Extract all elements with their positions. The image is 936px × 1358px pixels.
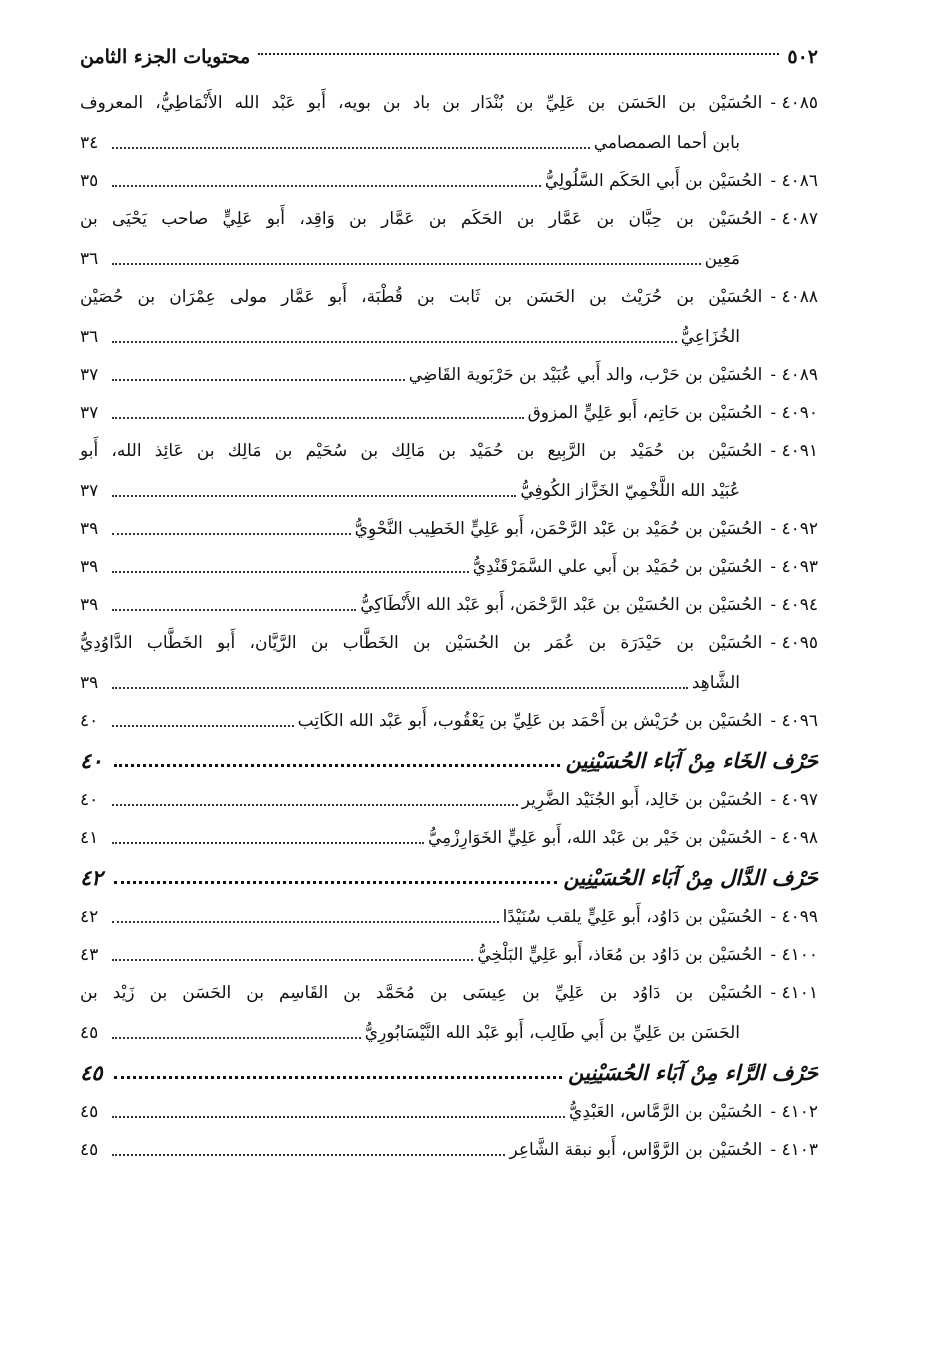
entry-title: الحُسَيْن بن حَيْدَرَة بن عُمَر بن الحُسَيْن بن الخَطَّاب بن الرَّيَّان، أَبو الخَطَّاب الدَّاوُدِيُّ: [80, 633, 763, 653]
page-number: ٥٠٢: [787, 46, 818, 68]
entry-number: ٤٠٨٨ -: [770, 287, 818, 307]
entry-number: ٤٠٩٦ -: [770, 711, 818, 731]
entry-number: ٤١٠٠ -: [770, 945, 818, 965]
entry-continuation-line: [80, 1022, 818, 1044]
entry-body: [80, 170, 762, 192]
toc-entry[interactable]: [80, 440, 818, 502]
entry-continuation-line: [80, 132, 818, 154]
entry-title: الحُسَيْن بن حُرَيْش بن أَحْمَد بن عَلِيِّ بن يَعْقُوب، أَبو عَبْد الله الكَاتِب: [297, 711, 763, 731]
section-page-number[interactable]: ٤٥: [80, 1060, 103, 1085]
entry-title: الحُسَيْن بن دَاوُد بن مُعَاذ، أَبو عَلِيٍّ البَلْخِيُّ: [477, 945, 763, 965]
entry-title-continued: الحَسَن بن عَلِيِّ بن أَبي طَالِب، أَبو عَبْد الله النَّيْسَابُورِيُّ: [364, 1023, 740, 1043]
entry-page-number[interactable]: ٤٢: [80, 907, 99, 927]
entry-title: الحُسَيْن بن أَبي الحَكَم السَّلُولِيُّ: [544, 171, 763, 191]
entry-body: [80, 944, 762, 966]
entry-title: الحُسَيْن بن حِبَّان بن عَمَّار بن الحَكَم بن عَمَّار بن وَاقِد، أَبو عَلِيٍّ صاحب يَحْيَى بن: [80, 209, 763, 229]
leader-dots: [112, 609, 356, 611]
entry-title-continued: مَعِين: [704, 249, 740, 269]
entry-title: الحُسَيْن بن الرَّمَّاس، العَبْدِيُّ: [569, 1102, 763, 1122]
entry-first-line: [80, 208, 818, 230]
entry-title-continued: الشَّاهِد: [691, 673, 740, 693]
entry-continuation-line: [80, 672, 818, 694]
section-page-number[interactable]: ٤٠: [80, 748, 103, 773]
entry-continuation-line: [80, 326, 818, 348]
leader-dots: [114, 1076, 562, 1079]
toc-entry[interactable]: [80, 286, 818, 348]
entry-title: الحُسَيْن بن حُمَيْد بن الرَّبِيع بن حُمَيْد بن مَالِك بن سُحَيْم بن مَالِك بن عَائِذ الله، أَبو: [80, 441, 763, 461]
entry-page-number[interactable]: ٣٤: [80, 133, 99, 153]
entry-body: [80, 594, 762, 616]
section-title: حَرْف الرَّاء مِنْ آبَاء الحُسَيْنِين: [568, 1060, 818, 1085]
entry-number: ٤١٠٣ -: [770, 1140, 818, 1160]
entry-number: ٤٠٨٩ -: [770, 365, 818, 385]
entry-first-line: [80, 632, 818, 654]
toc-entry[interactable]: [80, 982, 818, 1044]
toc-entry[interactable]: [80, 1139, 818, 1161]
entry-title: الحُسَيْن بن حُمَيْد بن أَبي علي السَّمَرْقَنْدِيُّ: [472, 557, 763, 577]
page-header: [80, 46, 818, 68]
section-page-number[interactable]: ٤٢: [80, 865, 103, 890]
section-heading: [80, 1060, 818, 1085]
toc-entry[interactable]: [80, 556, 818, 578]
leader-dots: [112, 533, 351, 535]
leader-dots: [112, 379, 405, 381]
entry-number: ٤٠٩١ -: [770, 441, 818, 461]
entry-number: ٤٠٩٥ -: [770, 633, 818, 653]
entry-title: الحُسَيْن بن دَاوُد، أَبو عَلِيٍّ يلقب سُنَيْدًا: [502, 907, 763, 927]
entry-first-line: [80, 982, 818, 1004]
leader-dots: [112, 842, 424, 844]
entry-title: الحُسَيْن بن الرَّوَّاس، أَبو نبقة الشَّاعِر: [509, 1140, 763, 1160]
section-heading: [80, 865, 818, 890]
leader-dots: [258, 53, 779, 55]
entry-page-number[interactable]: ٤٣: [80, 945, 99, 965]
entry-title: الحُسَيْن بن خَالِد، أَبو الجُنَيْد الضَّرِير: [521, 790, 763, 810]
entry-body: [80, 1139, 762, 1161]
entry-title-continued: عُبَيْد الله اللَّخْمِيّ الخَزَّاز الكُوفِيُّ: [520, 481, 740, 501]
entry-number: ٤٠٩٢ -: [770, 519, 818, 539]
section-title: حَرْف الخَاء مِنْ آبَاء الحُسَيْنِين: [565, 748, 818, 773]
entry-page-number[interactable]: ٤٥: [80, 1023, 99, 1043]
leader-dots: [112, 263, 701, 265]
entry-title: الحُسَيْن بن الحُسَيْن بن عَبْد الرَّحْمَن، أَبو عَبْد الله الأَنْطَاكِيُّ: [360, 595, 763, 615]
entry-number: ٤٠٩٠ -: [770, 403, 818, 423]
entry-number: ٤٠٨٥ -: [770, 93, 818, 113]
table-of-contents: [80, 92, 818, 1177]
section-heading: [80, 748, 818, 773]
entry-page-number[interactable]: ٣٩: [80, 519, 99, 539]
entry-title-continued: الخُزَاعِيُّ: [680, 327, 740, 347]
entry-body: [80, 827, 762, 849]
entry-number: ٤٠٨٦ -: [770, 171, 818, 191]
leader-dots: [114, 764, 560, 767]
entry-page-number[interactable]: ٤٥: [80, 1102, 99, 1122]
entry-number: ٤٠٨٧ -: [770, 209, 818, 229]
entry-page-number[interactable]: ٤٥: [80, 1140, 99, 1160]
toc-entry[interactable]: [80, 827, 818, 849]
entry-number: ٤٠٩٩ -: [770, 907, 818, 927]
leader-dots: [112, 495, 516, 497]
entry-title: الحُسَيْن بن دَاوُد بن عَلِيِّ بن عِيسَى بن مُحَمَّد بن القَاسِم بن الحَسَن بن زَيْد بن: [80, 983, 763, 1003]
entry-title: الحُسَيْن بن حَاتِم، أَبو عَلِيٍّ المزوق: [527, 403, 763, 423]
toc-entry[interactable]: [80, 364, 818, 386]
entry-page-number[interactable]: ٤٠: [80, 790, 99, 810]
leader-dots: [114, 881, 557, 884]
toc-entry[interactable]: [80, 632, 818, 694]
toc-entry[interactable]: [80, 518, 818, 540]
entry-body: [80, 789, 762, 811]
entry-title: الحُسَيْن بن حَرْب، والد أَبي عُبَيْد بن حَرْبَوية القَاضِي: [408, 365, 763, 385]
entry-page-number[interactable]: ٣٩: [80, 673, 99, 693]
toc-entry[interactable]: [80, 208, 818, 270]
leader-dots: [112, 804, 518, 806]
entry-body: [80, 364, 762, 386]
entry-title-continued: بابن أحما الصمصامي: [593, 133, 740, 153]
leader-dots: [112, 1116, 565, 1118]
entry-title: الحُسَيْن بن حُمَيْد بن عَبْد الرَّحْمَن، أَبو عَلِيٍّ الخَطِيب النَّحْوِيُّ: [354, 519, 763, 539]
leader-dots: [112, 341, 677, 343]
leader-dots: [112, 185, 541, 187]
entry-page-number[interactable]: ٣٧: [80, 403, 99, 423]
leader-dots: [112, 1154, 505, 1156]
entry-page-number[interactable]: ٣٩: [80, 595, 99, 615]
leader-dots: [112, 571, 469, 573]
entry-body: [80, 518, 762, 540]
leader-dots: [112, 147, 590, 149]
entry-body: [80, 402, 762, 424]
entry-page-number[interactable]: ٤١: [80, 828, 99, 848]
entry-page-number[interactable]: ٣٧: [80, 365, 99, 385]
toc-entry[interactable]: [80, 594, 818, 616]
entry-title: الحُسَيْن بن خَيْر بن عَبْد الله، أَبو عَلِيٍّ الخَوَارِزْمِيُّ: [428, 828, 763, 848]
page-header-title: محتويات الجزء الثامن: [80, 46, 251, 68]
entry-body: [80, 556, 762, 578]
toc-entry[interactable]: [80, 402, 818, 424]
toc-entry[interactable]: [80, 906, 818, 928]
leader-dots: [112, 921, 499, 923]
entry-first-line: [80, 92, 818, 114]
toc-entry[interactable]: [80, 944, 818, 966]
entry-number: ٤٠٩٣ -: [770, 557, 818, 577]
leader-dots: [112, 959, 473, 961]
entry-page-number[interactable]: ٣٥: [80, 171, 99, 191]
leader-dots: [112, 1037, 361, 1039]
entry-page-number[interactable]: ٣٦: [80, 249, 99, 269]
entry-page-number[interactable]: ٣٦: [80, 327, 99, 347]
entry-page-number[interactable]: ٤٠: [80, 711, 99, 731]
leader-dots: [112, 687, 688, 689]
entry-number: ٤٠٩٧ -: [770, 790, 818, 810]
toc-entry[interactable]: [80, 170, 818, 192]
entry-body: [80, 906, 762, 928]
entry-body: [80, 1101, 762, 1123]
entry-title: الحُسَيْن بن حُرَيْث بن الحَسَن بن ثَابت بن قُطْبَة، أَبو عَمَّار مولى عِمْرَان بن حُصَيْن: [80, 287, 763, 307]
entry-number: ٤٠٩٨ -: [770, 828, 818, 848]
toc-entry[interactable]: [80, 710, 818, 732]
entry-number: ٤١٠٢ -: [770, 1102, 818, 1122]
entry-body: [80, 710, 762, 732]
toc-entry[interactable]: [80, 92, 818, 154]
leader-dots: [112, 725, 294, 727]
entry-number: ٤١٠١ -: [770, 983, 818, 1003]
entry-page-number[interactable]: ٣٧: [80, 481, 99, 501]
entry-title: الحُسَيْن بن الحَسَن بن عَلِيِّ بن بُنْدَار بن باد بن بويه، أَبو عَبْد الله الأَنْمَاطِيُّ، المعروف: [80, 93, 763, 113]
leader-dots: [112, 417, 524, 419]
entry-first-line: [80, 440, 818, 462]
toc-entry[interactable]: [80, 1101, 818, 1123]
entry-page-number[interactable]: ٣٩: [80, 557, 99, 577]
entry-continuation-line: [80, 248, 818, 270]
entry-first-line: [80, 286, 818, 308]
toc-entry[interactable]: [80, 789, 818, 811]
section-title: حَرْف الدَّال مِنْ آبَاء الحُسَيْنِين: [563, 865, 818, 890]
entry-number: ٤٠٩٤ -: [770, 595, 818, 615]
entry-continuation-line: [80, 480, 818, 502]
